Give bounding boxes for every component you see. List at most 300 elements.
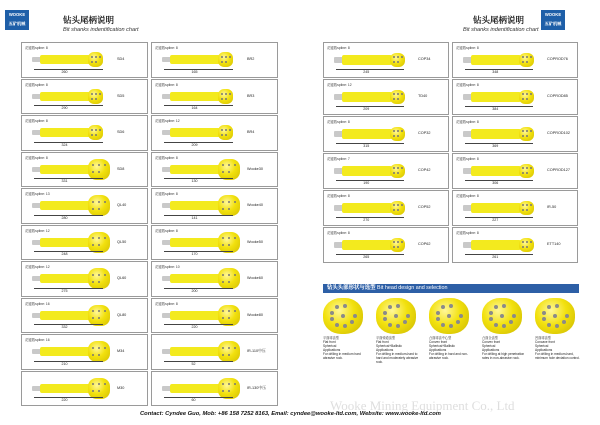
carbide-button — [234, 237, 236, 239]
dimension-value: 260 — [61, 69, 68, 74]
carbide-button — [555, 324, 559, 328]
logo-text: WOOKE — [8, 12, 26, 17]
carbide-button — [456, 320, 460, 324]
page-title-cn: 钻头尾柄说明 — [63, 16, 115, 26]
shank-body — [40, 238, 90, 247]
carbide-button — [222, 274, 224, 276]
bit-head-item — [423, 298, 475, 360]
dimension-value: 210 — [61, 361, 68, 366]
carbide-button — [547, 305, 551, 309]
carbide-button — [222, 281, 224, 283]
carbide-button — [401, 167, 403, 169]
carbide-button — [92, 208, 94, 210]
bit-head-description — [423, 336, 475, 360]
page-title-en: Bit shanks indentification chart — [463, 27, 539, 33]
dimension-line — [336, 180, 404, 181]
carbide-button — [436, 317, 440, 321]
dimension-line — [34, 288, 103, 289]
page-title-en: Bit shanks indentification chart — [63, 27, 139, 33]
carbide-button — [98, 237, 100, 239]
bit-head-en2: Spherical+Ballistic — [376, 344, 402, 348]
carbide-button — [353, 314, 357, 318]
shank-cell — [21, 225, 148, 261]
shank-body — [342, 203, 392, 213]
dimension-line — [465, 180, 533, 181]
bit-head — [519, 164, 535, 179]
shank-body — [170, 128, 220, 137]
bit-head — [218, 159, 240, 180]
carbide-button — [397, 56, 399, 58]
dimension-line — [164, 215, 233, 216]
dimension-line — [465, 254, 533, 255]
carbide-button — [222, 310, 224, 312]
bit-head — [88, 89, 103, 104]
spline-label: 花键数spline: 8 — [327, 194, 350, 198]
carbide-button — [526, 56, 528, 58]
section-title-en: Bit head design and selection — [377, 285, 448, 291]
model-label: BR4 — [247, 130, 255, 135]
model-label: IR-50 — [547, 205, 557, 210]
carbide-button — [335, 323, 339, 327]
dimension-line — [34, 324, 103, 325]
spline-label: 花键数spline: 8 — [155, 301, 178, 306]
carbide-button — [522, 93, 524, 95]
bit-head-en1: Concave front — [535, 340, 555, 344]
dimension-value: 248 — [61, 252, 68, 256]
contact-footer: Contact: Cyndee Guo, Mob: +86 158 7252 8163, Email: cyndee@wooke-ltd.com, Website: www.wooke-ltd.com — [140, 411, 441, 417]
shank-cell — [323, 227, 449, 263]
carbide-button — [98, 317, 100, 319]
bit-head-app: Applications — [376, 348, 394, 352]
carbide-button — [222, 354, 224, 356]
shank-cell — [21, 371, 148, 407]
carbide-button — [522, 241, 524, 243]
carbide-button — [397, 98, 399, 100]
shank-cell — [323, 116, 449, 152]
carbide-button — [502, 304, 506, 308]
shank-cell — [21, 79, 148, 115]
carbide-button — [91, 93, 93, 95]
carbide-button — [393, 135, 395, 137]
bit-head — [88, 268, 110, 289]
model-label: QL40 — [117, 203, 127, 208]
dimension-line — [465, 143, 533, 144]
brand-logo — [541, 10, 565, 30]
carbide-button — [522, 61, 524, 63]
bit-head — [519, 90, 535, 105]
bit-head-photo — [482, 298, 522, 334]
bit-head — [390, 201, 406, 216]
carbide-button — [91, 56, 93, 58]
carbide-button — [522, 56, 524, 58]
model-label: ETT140 — [547, 242, 561, 247]
carbide-button — [394, 314, 398, 318]
dimension-value: 190 — [363, 181, 370, 185]
shank-cell — [452, 190, 578, 226]
carbide-button — [222, 164, 224, 166]
shank-body — [170, 55, 220, 64]
shank-body — [40, 201, 90, 210]
model-label: QL50 — [117, 239, 127, 244]
brand-logo — [5, 10, 29, 30]
bit-head-en1: Flat front — [323, 340, 336, 344]
carbide-button — [222, 237, 224, 239]
carbide-button — [228, 383, 230, 385]
shank-cell — [151, 152, 278, 188]
spline-label: 花键数spline: 8 — [25, 46, 48, 50]
model-label: Wooke50 — [247, 239, 263, 244]
carbide-button — [222, 347, 224, 349]
shank-cell — [151, 371, 278, 407]
bit-head-item — [370, 298, 422, 364]
bit-head-en2: Spherical — [482, 344, 496, 348]
shank-body — [170, 92, 220, 101]
bit-head — [519, 238, 535, 253]
bit-head — [390, 90, 406, 105]
model-label: SD5 — [117, 93, 125, 98]
model-label: COPROD102 — [547, 131, 571, 136]
bit-head-desc: For drilling at high penetration rates in non-abrasive rock. — [482, 352, 525, 360]
shank-cell — [323, 79, 449, 115]
spline-label: 花键数spline: 8 — [456, 83, 479, 87]
bit-head — [390, 164, 406, 179]
shank-cell — [452, 116, 578, 152]
model-label: Wooke40 — [247, 203, 263, 208]
bit-head — [390, 127, 406, 142]
carbide-button — [530, 204, 532, 206]
bit-head — [519, 201, 535, 216]
logo-text-cn: 五矿机械 — [8, 21, 26, 26]
spline-label: 花键数spline: 12 — [155, 119, 180, 123]
carbide-button — [393, 172, 395, 174]
carbide-button — [225, 61, 227, 63]
carbide-button — [530, 167, 532, 169]
carbide-button — [104, 383, 106, 385]
carbide-button — [222, 208, 224, 210]
carbide-button — [530, 241, 532, 243]
dimension-value: 170 — [191, 252, 198, 256]
bit-head — [88, 305, 110, 326]
dimension-line — [164, 361, 233, 362]
shank-body — [40, 92, 90, 101]
dimension-line — [34, 142, 103, 143]
carbide-button — [489, 317, 493, 321]
dimension-value: 52 — [191, 361, 196, 366]
carbide-button — [234, 310, 236, 312]
carbide-button — [393, 93, 395, 95]
dimension-line — [164, 178, 233, 179]
carbide-button — [401, 204, 403, 206]
model-label: BR3 — [247, 93, 255, 98]
carbide-button — [547, 323, 551, 327]
bit-head-app: Applications — [429, 348, 447, 352]
shank-body — [342, 240, 392, 250]
carbide-button — [522, 135, 524, 137]
carbide-button — [98, 171, 100, 173]
carbide-button — [228, 274, 230, 276]
shank-cell — [21, 42, 148, 78]
right-page — [303, 8, 595, 408]
shank-body — [170, 347, 220, 356]
bit-head-description — [529, 336, 581, 360]
carbide-button — [228, 244, 230, 246]
dimension-line — [34, 397, 103, 398]
carbide-button — [526, 241, 528, 243]
bit-head — [218, 52, 233, 67]
carbide-button — [98, 201, 100, 203]
shank-body — [40, 311, 90, 320]
carbide-button — [393, 56, 395, 58]
carbide-button — [397, 246, 399, 248]
carbide-button — [92, 354, 94, 356]
carbide-button — [526, 209, 528, 211]
spline-label: 花键数spline: 8 — [155, 155, 178, 160]
carbide-button — [335, 305, 339, 309]
carbide-button — [553, 314, 557, 318]
dimension-value: 220 — [61, 398, 68, 402]
carbide-button — [222, 171, 224, 173]
carbide-button — [393, 98, 395, 100]
carbide-button — [229, 56, 231, 58]
spline-label: 花键数spline: 16 — [25, 301, 50, 306]
carbide-button — [522, 209, 524, 211]
dimension-line — [164, 142, 233, 143]
carbide-button — [530, 56, 532, 58]
carbide-button — [92, 171, 94, 173]
shank-cell — [151, 188, 278, 224]
dimension-line — [336, 106, 404, 107]
dimension-value: 60 — [191, 398, 196, 402]
spline-label: 花键数spline: 8 — [327, 231, 350, 235]
bit-head-en1: Flat front — [376, 340, 389, 344]
dimension-value: 275 — [61, 288, 68, 293]
model-label: M30 — [117, 385, 125, 390]
carbide-button — [522, 204, 524, 206]
carbide-button — [228, 164, 230, 166]
carbide-button — [225, 129, 227, 131]
carbide-button — [447, 314, 451, 318]
carbide-button — [526, 130, 528, 132]
shank-body — [471, 129, 521, 139]
carbide-button — [403, 320, 407, 324]
carbide-button — [512, 314, 516, 318]
shank-cell — [151, 115, 278, 151]
watermark: Wooke Mining Equipment Co., Ltd — [330, 398, 515, 413]
carbide-button — [562, 320, 566, 324]
dimension-line — [336, 217, 404, 218]
page-title-cn: 钻头尾柄说明 — [473, 16, 525, 26]
carbide-button — [530, 130, 532, 132]
carbide-button — [228, 208, 230, 210]
bit-head — [88, 378, 110, 399]
carbide-button — [92, 274, 94, 276]
dimension-value: 306 — [492, 181, 499, 185]
spline-label: 花键数spline: 8 — [327, 46, 350, 50]
model-label: COP62 — [418, 242, 431, 247]
shank-cell — [151, 225, 278, 261]
carbide-button — [92, 390, 94, 392]
shank-cell — [323, 153, 449, 189]
carbide-button — [526, 167, 528, 169]
carbide-button — [228, 347, 230, 349]
dimension-line — [164, 105, 233, 106]
carbide-button — [494, 305, 498, 309]
model-label: BR2 — [247, 57, 255, 62]
carbide-button — [228, 317, 230, 319]
bit-head-description — [317, 336, 369, 360]
carbide-button — [397, 93, 399, 95]
carbide-button — [225, 93, 227, 95]
shank-cell — [452, 79, 578, 115]
dimension-line — [34, 215, 103, 216]
carbide-button — [393, 61, 395, 63]
bit-head — [88, 52, 103, 67]
carbide-button — [393, 167, 395, 169]
dimension-line — [164, 324, 233, 325]
shank-body — [170, 201, 220, 210]
dimension-value: 209 — [363, 107, 370, 111]
bit-head-desc: For drilling in medium-hard, minimum hole deviation control. — [535, 352, 580, 360]
shank-body — [170, 384, 220, 393]
model-label: COPROD85 — [547, 94, 568, 99]
section-header-bit-heads — [323, 284, 579, 293]
dimension-value: 227 — [492, 218, 499, 222]
carbide-button — [104, 274, 106, 276]
carbide-button — [104, 310, 106, 312]
shank-body — [342, 55, 392, 65]
carbide-button — [330, 311, 334, 315]
dimension-value: 245 — [363, 70, 370, 74]
carbide-button — [526, 172, 528, 174]
carbide-button — [98, 383, 100, 385]
shank-body — [471, 92, 521, 102]
bit-head — [218, 268, 240, 289]
model-label: Wooke30 — [247, 166, 263, 171]
dimension-line — [34, 178, 103, 179]
shank-body — [170, 311, 220, 320]
carbide-button — [397, 204, 399, 206]
spline-label: 花键数spline: 8 — [456, 231, 479, 235]
spline-label: 花键数spline: 8 — [155, 192, 178, 196]
carbide-button — [526, 93, 528, 95]
carbide-button — [397, 167, 399, 169]
spline-label: 花键数spline: 8 — [327, 120, 350, 124]
spline-label: 花键数spline: 8 — [155, 46, 178, 50]
bit-head — [218, 125, 233, 140]
bit-head-en2: Spherical — [535, 344, 549, 348]
carbide-button — [229, 93, 231, 95]
model-label: COP52 — [418, 205, 431, 210]
dimension-value: 369 — [492, 144, 499, 148]
carbide-button — [234, 347, 236, 349]
carbide-button — [98, 281, 100, 283]
bit-head — [88, 159, 110, 180]
carbide-button — [222, 390, 224, 392]
dimension-value: 220 — [191, 325, 198, 329]
carbide-button — [92, 347, 94, 349]
carbide-button — [228, 237, 230, 239]
bit-head-cn: 平面球齿型 — [323, 336, 339, 340]
carbide-button — [95, 93, 97, 95]
dimension-line — [164, 288, 233, 289]
shank-body — [40, 55, 90, 64]
shank-body — [40, 165, 90, 174]
model-label: COPROD76 — [547, 57, 568, 62]
spline-label: 花键数spline: 8 — [456, 46, 479, 50]
model-label: COP34 — [418, 57, 431, 62]
carbide-button — [397, 130, 399, 132]
carbide-button — [98, 274, 100, 276]
dimension-line — [465, 106, 533, 107]
dimension-value: 324 — [61, 142, 68, 147]
carbide-button — [530, 93, 532, 95]
spline-label: 花键数spline: 8 — [456, 120, 479, 124]
shank-cell — [21, 152, 148, 188]
spline-label: 花键数spline: 8 — [25, 155, 48, 160]
dimension-line — [336, 69, 404, 70]
dimension-value: 141 — [191, 215, 198, 220]
carbide-button — [95, 134, 97, 136]
bit-head — [218, 232, 240, 253]
bit-head-item — [317, 298, 369, 360]
spline-label: 花键数spline: 7 — [327, 157, 350, 161]
carbide-button — [92, 244, 94, 246]
carbide-button — [393, 209, 395, 211]
spline-label: 花键数spline: 12 — [25, 228, 50, 233]
carbide-button — [436, 311, 440, 315]
carbide-button — [502, 324, 506, 328]
carbide-button — [393, 130, 395, 132]
model-label: COP32 — [418, 131, 431, 136]
bit-head-en1: Convex front — [482, 340, 501, 344]
bit-head — [218, 89, 233, 104]
carbide-button — [228, 354, 230, 356]
carbide-button — [565, 314, 569, 318]
carbide-button — [92, 164, 94, 166]
shank-cell — [151, 42, 278, 78]
left-page — [5, 8, 297, 408]
carbide-button — [222, 317, 224, 319]
carbide-button — [228, 310, 230, 312]
bit-head — [390, 53, 406, 68]
carbide-button — [98, 310, 100, 312]
carbide-button — [526, 61, 528, 63]
carbide-button — [95, 56, 97, 58]
carbide-button — [104, 237, 106, 239]
carbide-button — [494, 323, 498, 327]
carbide-button — [397, 209, 399, 211]
carbide-button — [343, 304, 347, 308]
carbide-button — [98, 244, 100, 246]
spline-label: 花键数spline: 8 — [25, 119, 48, 123]
carbide-button — [383, 311, 387, 315]
dimension-value: 261 — [492, 255, 499, 259]
dimension-value: 209 — [191, 142, 198, 147]
bit-head — [390, 238, 406, 253]
bit-head-item — [529, 298, 581, 360]
model-label: QL80 — [117, 312, 127, 317]
spline-label: 花键数spline: 8 — [456, 157, 479, 161]
carbide-button — [95, 61, 97, 63]
carbide-button — [221, 134, 223, 136]
bit-head — [218, 305, 240, 326]
shank-body — [471, 55, 521, 65]
shank-body — [342, 166, 392, 176]
carbide-button — [99, 129, 101, 131]
carbide-button — [526, 98, 528, 100]
carbide-button — [489, 311, 493, 315]
carbide-button — [459, 314, 463, 318]
